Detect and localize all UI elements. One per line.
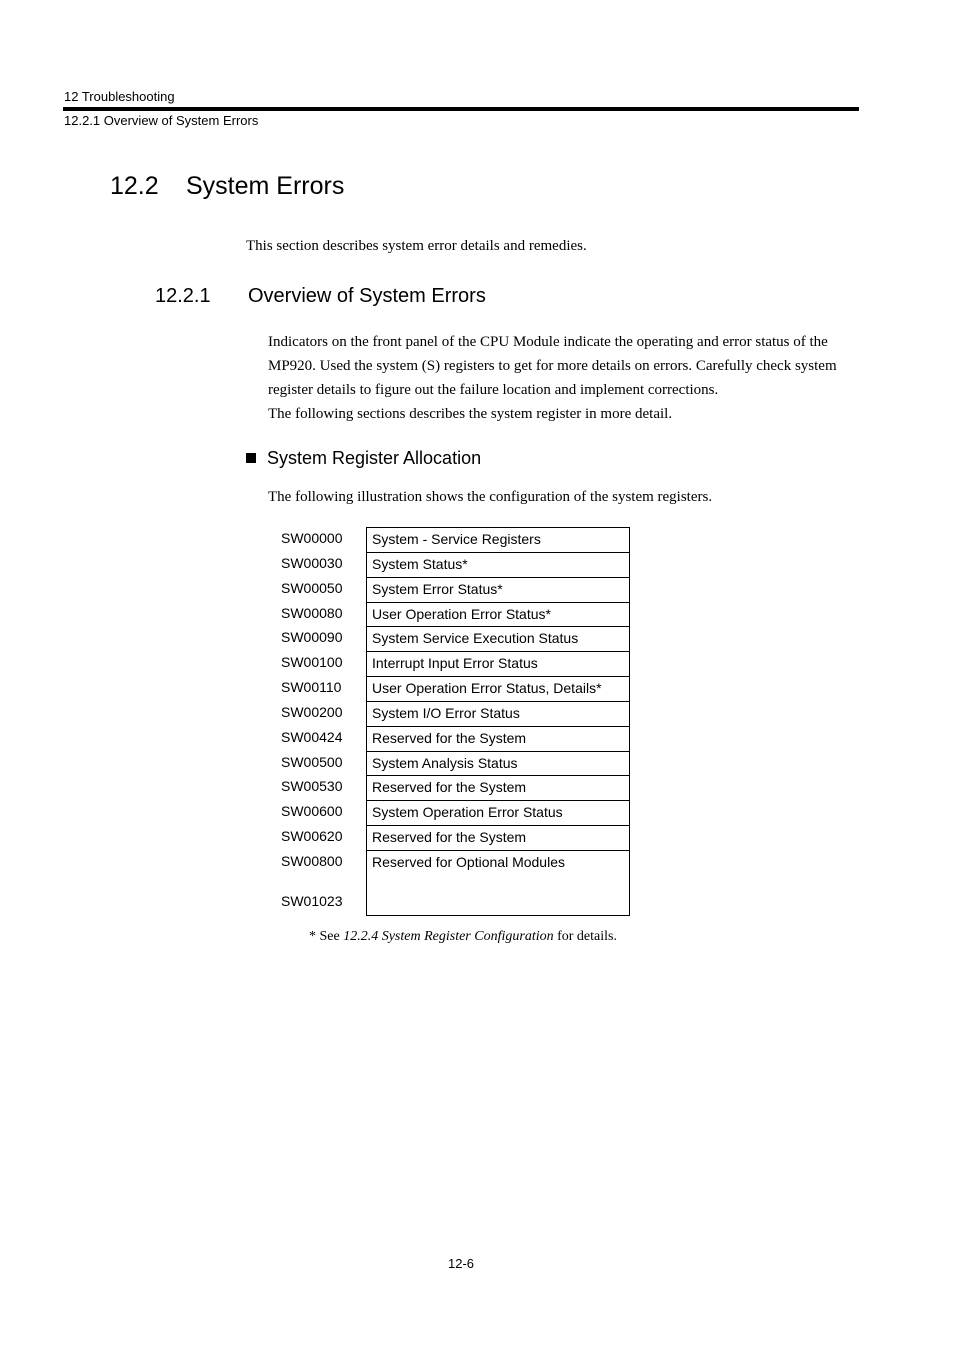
square-bullet-icon bbox=[246, 453, 256, 463]
section-heading bbox=[110, 170, 344, 202]
subsection-heading bbox=[155, 283, 486, 309]
footnote-suffix: for details. bbox=[553, 929, 617, 944]
register-address: SW00110 bbox=[281, 679, 342, 696]
section-title: System Errors bbox=[186, 172, 345, 200]
register-address: SW00500 bbox=[281, 753, 343, 770]
register-address: SW00424 bbox=[281, 728, 343, 745]
register-allocation-table bbox=[366, 527, 630, 916]
register-cell: System Service Execution Status bbox=[367, 627, 629, 652]
allocation-title: System Register Allocation bbox=[267, 448, 482, 468]
subsection-title: Overview of System Errors bbox=[248, 285, 486, 307]
paragraph: Indicators on the front panel of the CPU Module indicate the operating and error status of the MP920. Used the system (S) registers to get for more details on errors. Carefully check system register details to figure out the failure location and implement corrections. bbox=[268, 334, 837, 398]
register-address: SW00000 bbox=[281, 530, 343, 546]
paragraph: The following sections describes the system register in more detail. bbox=[268, 406, 673, 422]
running-header-section: 12.2.1 Overview of System Errors bbox=[64, 113, 259, 128]
register-address: SW00100 bbox=[281, 654, 343, 671]
register-end-address: SW01023 bbox=[281, 893, 343, 909]
register-cell: System Status* bbox=[367, 553, 629, 578]
page-number: 12-6 bbox=[447, 1256, 475, 1271]
running-header-chapter: 12 Troubleshooting bbox=[64, 89, 175, 104]
section-number: 12.2 bbox=[110, 172, 159, 200]
register-cell: System - Service Registers bbox=[367, 528, 629, 553]
register-cell: User Operation Error Status* bbox=[367, 603, 629, 628]
register-address: SW00200 bbox=[281, 703, 343, 720]
register-cell: Reserved for the System bbox=[367, 727, 629, 752]
register-address-list bbox=[281, 527, 342, 875]
register-cell: Reserved for Optional Modules bbox=[372, 853, 565, 870]
subsection-number: 12.2.1 bbox=[155, 285, 211, 307]
footnote-reference: 12.2.4 System Register Configuration bbox=[343, 929, 554, 944]
register-cell: System I/O Error Status bbox=[367, 702, 629, 727]
register-cell: Interrupt Input Error Status bbox=[367, 652, 629, 677]
allocation-heading bbox=[246, 446, 481, 470]
register-cell: System Error Status* bbox=[367, 578, 629, 603]
register-cell: Reserved for the System bbox=[367, 826, 629, 851]
register-address: SW00050 bbox=[281, 579, 343, 596]
footnote bbox=[309, 928, 617, 946]
footnote-prefix: * See bbox=[309, 929, 344, 944]
section-intro: This section describes system error details and remedies. bbox=[246, 238, 587, 254]
register-cell: System Analysis Status bbox=[367, 752, 629, 777]
register-address: SW00030 bbox=[281, 554, 343, 571]
register-address: SW00600 bbox=[281, 803, 343, 820]
allocation-text: The following illustration shows the configuration of the system registers. bbox=[268, 489, 713, 505]
register-address: SW00620 bbox=[281, 828, 343, 845]
register-address: SW00800 bbox=[281, 852, 343, 869]
register-cell: Reserved for the System bbox=[367, 776, 629, 801]
register-cell: User Operation Error Status, Details* bbox=[367, 677, 629, 702]
register-cell: System Operation Error Status bbox=[367, 801, 629, 826]
subsection-body bbox=[268, 330, 858, 426]
header-rule bbox=[63, 107, 859, 111]
register-address: SW00090 bbox=[281, 629, 343, 646]
register-address: SW00080 bbox=[281, 604, 343, 621]
register-address: SW00530 bbox=[281, 778, 343, 795]
